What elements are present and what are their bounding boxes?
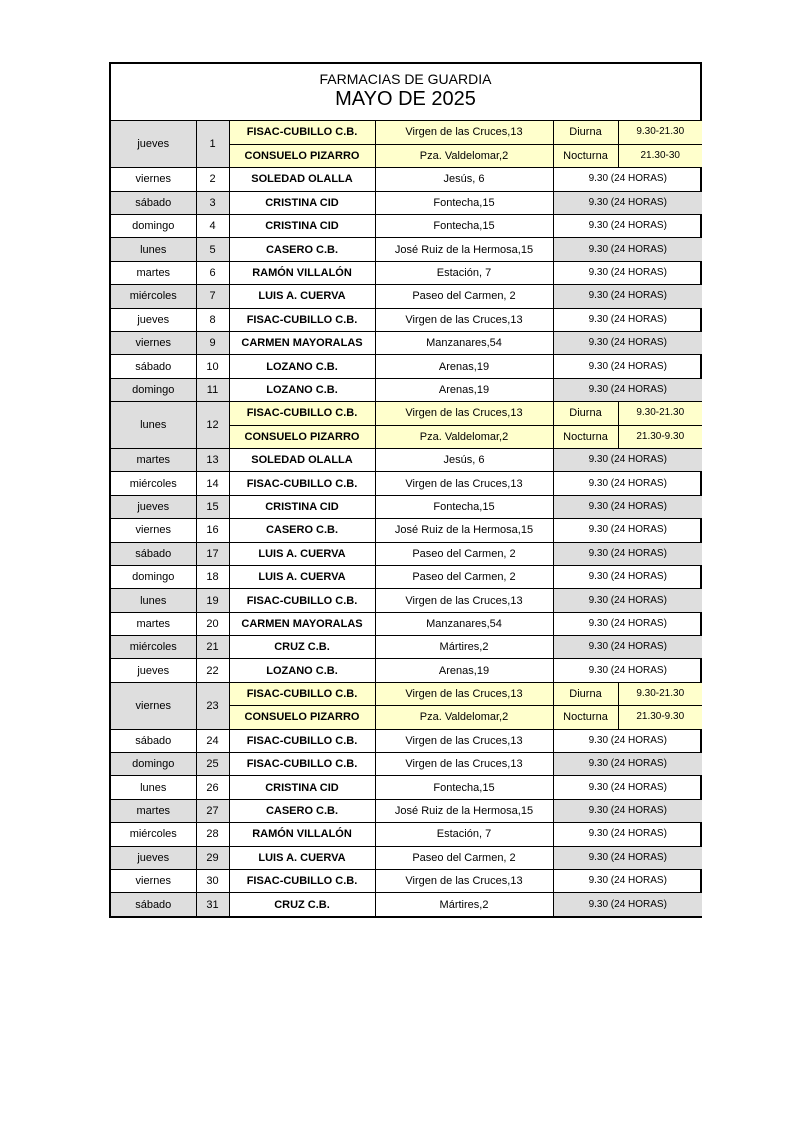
hours-cell: 9.30-21.30 bbox=[618, 121, 702, 144]
address-cell: Fontecha,15 bbox=[375, 495, 553, 518]
hours-cell: 9.30 (24 HORAS) bbox=[553, 542, 702, 565]
weekday-cell: viernes bbox=[111, 168, 196, 191]
day-number-cell: 23 bbox=[196, 682, 229, 729]
table-row bbox=[111, 682, 702, 705]
hours-cell: 9.30-21.30 bbox=[618, 682, 702, 705]
weekday-cell: domingo bbox=[111, 565, 196, 588]
table-row bbox=[111, 636, 702, 659]
weekday-cell: sábado bbox=[111, 542, 196, 565]
address-cell: Fontecha,15 bbox=[375, 215, 553, 238]
address-cell: Paseo del Carmen, 2 bbox=[375, 542, 553, 565]
hours-cell: 9.30 (24 HORAS) bbox=[553, 846, 702, 869]
pharmacy-name-cell: FISAC-CUBILLO C.B. bbox=[229, 753, 375, 776]
weekday-cell: domingo bbox=[111, 378, 196, 401]
address-cell: Arenas,19 bbox=[375, 378, 553, 401]
table-row bbox=[111, 753, 702, 776]
hours-cell: 9.30 (24 HORAS) bbox=[553, 448, 702, 471]
hours-cell: 9.30 (24 HORAS) bbox=[553, 519, 702, 542]
weekday-cell: martes bbox=[111, 612, 196, 635]
pharmacy-name-cell: CONSUELO PIZARRO bbox=[229, 144, 375, 167]
address-cell: Virgen de las Cruces,13 bbox=[375, 472, 553, 495]
pharmacy-name-cell: CONSUELO PIZARRO bbox=[229, 706, 375, 729]
table-row bbox=[111, 823, 702, 846]
table-row bbox=[111, 565, 702, 588]
pharmacy-name-cell: FISAC-CUBILLO C.B. bbox=[229, 472, 375, 495]
day-number-cell: 9 bbox=[196, 332, 229, 355]
address-cell: Jesús, 6 bbox=[375, 448, 553, 471]
weekday-cell: jueves bbox=[111, 121, 196, 168]
day-number-cell: 16 bbox=[196, 519, 229, 542]
weekday-cell: jueves bbox=[111, 846, 196, 869]
hours-cell: 21.30-9.30 bbox=[618, 706, 702, 729]
pharmacy-name-cell: SOLEDAD OLALLA bbox=[229, 168, 375, 191]
hours-cell: 9.30-21.30 bbox=[618, 402, 702, 425]
shift-cell: Nocturna bbox=[553, 425, 618, 448]
table-row bbox=[111, 729, 702, 752]
day-number-cell: 5 bbox=[196, 238, 229, 261]
pharmacy-name-cell: CRUZ C.B. bbox=[229, 893, 375, 916]
pharmacy-name-cell: FISAC-CUBILLO C.B. bbox=[229, 870, 375, 893]
table-row bbox=[111, 589, 702, 612]
address-cell: Virgen de las Cruces,13 bbox=[375, 682, 553, 705]
table-row bbox=[111, 472, 702, 495]
table-row bbox=[111, 893, 702, 916]
weekday-cell: miércoles bbox=[111, 823, 196, 846]
address-cell: Paseo del Carmen, 2 bbox=[375, 565, 553, 588]
pharmacy-name-cell: CASERO C.B. bbox=[229, 238, 375, 261]
schedule-title: FARMACIAS DE GUARDIA bbox=[319, 71, 492, 87]
weekday-cell: miércoles bbox=[111, 472, 196, 495]
table-row bbox=[111, 121, 702, 144]
pharmacy-name-cell: LOZANO C.B. bbox=[229, 355, 375, 378]
pharmacy-name-cell: FISAC-CUBILLO C.B. bbox=[229, 308, 375, 331]
shift-cell: Nocturna bbox=[553, 144, 618, 167]
day-number-cell: 30 bbox=[196, 870, 229, 893]
hours-cell: 9.30 (24 HORAS) bbox=[553, 355, 702, 378]
address-cell: Jesús, 6 bbox=[375, 168, 553, 191]
address-cell: Fontecha,15 bbox=[375, 776, 553, 799]
hours-cell: 9.30 (24 HORAS) bbox=[553, 776, 702, 799]
shift-cell: Diurna bbox=[553, 121, 618, 144]
address-cell: Arenas,19 bbox=[375, 355, 553, 378]
address-cell: Pza. Valdelomar,2 bbox=[375, 144, 553, 167]
pharmacy-name-cell: RAMÓN VILLALÓN bbox=[229, 261, 375, 284]
weekday-cell: jueves bbox=[111, 495, 196, 518]
hours-cell: 9.30 (24 HORAS) bbox=[553, 191, 702, 214]
pharmacy-name-cell: SOLEDAD OLALLA bbox=[229, 448, 375, 471]
table-row bbox=[111, 448, 702, 471]
day-number-cell: 4 bbox=[196, 215, 229, 238]
weekday-cell: viernes bbox=[111, 519, 196, 542]
hours-cell: 9.30 (24 HORAS) bbox=[553, 612, 702, 635]
weekday-cell: jueves bbox=[111, 659, 196, 682]
table-row bbox=[111, 332, 702, 355]
pharmacy-name-cell: FISAC-CUBILLO C.B. bbox=[229, 589, 375, 612]
table-row bbox=[111, 519, 702, 542]
address-cell: Pza. Valdelomar,2 bbox=[375, 706, 553, 729]
day-number-cell: 10 bbox=[196, 355, 229, 378]
pharmacy-name-cell: FISAC-CUBILLO C.B. bbox=[229, 729, 375, 752]
weekday-cell: martes bbox=[111, 799, 196, 822]
pharmacy-name-cell: CARMEN MAYORALAS bbox=[229, 612, 375, 635]
address-cell: José Ruiz de la Hermosa,15 bbox=[375, 519, 553, 542]
shift-cell: Diurna bbox=[553, 402, 618, 425]
hours-cell: 9.30 (24 HORAS) bbox=[553, 893, 702, 916]
address-cell: Virgen de las Cruces,13 bbox=[375, 589, 553, 612]
pharmacy-name-cell: LUIS A. CUERVA bbox=[229, 565, 375, 588]
pharmacy-name-cell: LOZANO C.B. bbox=[229, 659, 375, 682]
pharmacy-name-cell: CRISTINA CID bbox=[229, 776, 375, 799]
table-row bbox=[111, 261, 702, 284]
address-cell: Virgen de las Cruces,13 bbox=[375, 870, 553, 893]
guard-schedule-sheet bbox=[109, 62, 702, 918]
address-cell: Paseo del Carmen, 2 bbox=[375, 285, 553, 308]
pharmacy-name-cell: CRUZ C.B. bbox=[229, 636, 375, 659]
hours-cell: 9.30 (24 HORAS) bbox=[553, 168, 702, 191]
schedule-body bbox=[111, 121, 702, 916]
hours-cell: 9.30 (24 HORAS) bbox=[553, 659, 702, 682]
schedule-header bbox=[111, 64, 700, 121]
table-row bbox=[111, 215, 702, 238]
address-cell: Estación, 7 bbox=[375, 823, 553, 846]
address-cell: Paseo del Carmen, 2 bbox=[375, 846, 553, 869]
day-number-cell: 2 bbox=[196, 168, 229, 191]
pharmacy-name-cell: CONSUELO PIZARRO bbox=[229, 425, 375, 448]
pharmacy-name-cell: CASERO C.B. bbox=[229, 799, 375, 822]
weekday-cell: sábado bbox=[111, 729, 196, 752]
address-cell: Pza. Valdelomar,2 bbox=[375, 425, 553, 448]
weekday-cell: martes bbox=[111, 448, 196, 471]
pharmacy-name-cell: CARMEN MAYORALAS bbox=[229, 332, 375, 355]
day-number-cell: 26 bbox=[196, 776, 229, 799]
pharmacy-name-cell: FISAC-CUBILLO C.B. bbox=[229, 121, 375, 144]
day-number-cell: 14 bbox=[196, 472, 229, 495]
hours-cell: 9.30 (24 HORAS) bbox=[553, 823, 702, 846]
address-cell: Manzanares,54 bbox=[375, 332, 553, 355]
weekday-cell: viernes bbox=[111, 682, 196, 729]
hours-cell: 9.30 (24 HORAS) bbox=[553, 308, 702, 331]
table-row bbox=[111, 355, 702, 378]
day-number-cell: 24 bbox=[196, 729, 229, 752]
address-cell: Fontecha,15 bbox=[375, 191, 553, 214]
pharmacy-name-cell: CRISTINA CID bbox=[229, 191, 375, 214]
hours-cell: 9.30 (24 HORAS) bbox=[553, 332, 702, 355]
pharmacy-name-cell: LUIS A. CUERVA bbox=[229, 542, 375, 565]
day-number-cell: 17 bbox=[196, 542, 229, 565]
pharmacy-name-cell: LUIS A. CUERVA bbox=[229, 846, 375, 869]
day-number-cell: 13 bbox=[196, 448, 229, 471]
day-number-cell: 19 bbox=[196, 589, 229, 612]
table-row bbox=[111, 846, 702, 869]
pharmacy-name-cell: LUIS A. CUERVA bbox=[229, 285, 375, 308]
hours-cell: 9.30 (24 HORAS) bbox=[553, 285, 702, 308]
weekday-cell: lunes bbox=[111, 238, 196, 261]
day-number-cell: 25 bbox=[196, 753, 229, 776]
table-row bbox=[111, 378, 702, 401]
day-number-cell: 27 bbox=[196, 799, 229, 822]
hours-cell: 9.30 (24 HORAS) bbox=[553, 799, 702, 822]
hours-cell: 9.30 (24 HORAS) bbox=[553, 495, 702, 518]
day-number-cell: 6 bbox=[196, 261, 229, 284]
address-cell: Mártires,2 bbox=[375, 893, 553, 916]
day-number-cell: 3 bbox=[196, 191, 229, 214]
weekday-cell: martes bbox=[111, 261, 196, 284]
hours-cell: 9.30 (24 HORAS) bbox=[553, 378, 702, 401]
hours-cell: 9.30 (24 HORAS) bbox=[553, 636, 702, 659]
weekday-cell: jueves bbox=[111, 308, 196, 331]
weekday-cell: sábado bbox=[111, 191, 196, 214]
schedule-month: MAYO DE 2025 bbox=[335, 88, 476, 110]
address-cell: José Ruiz de la Hermosa,15 bbox=[375, 238, 553, 261]
table-row bbox=[111, 238, 702, 261]
hours-cell: 9.30 (24 HORAS) bbox=[553, 870, 702, 893]
table-row bbox=[111, 308, 702, 331]
hours-cell: 9.30 (24 HORAS) bbox=[553, 472, 702, 495]
table-row bbox=[111, 612, 702, 635]
table-row bbox=[111, 659, 702, 682]
pharmacy-name-cell: CASERO C.B. bbox=[229, 519, 375, 542]
hours-cell: 21.30-9.30 bbox=[618, 425, 702, 448]
weekday-cell: sábado bbox=[111, 355, 196, 378]
table-row bbox=[111, 870, 702, 893]
hours-cell: 9.30 (24 HORAS) bbox=[553, 565, 702, 588]
table-row bbox=[111, 168, 702, 191]
day-number-cell: 1 bbox=[196, 121, 229, 168]
weekday-cell: domingo bbox=[111, 215, 196, 238]
pharmacy-name-cell: LOZANO C.B. bbox=[229, 378, 375, 401]
day-number-cell: 20 bbox=[196, 612, 229, 635]
address-cell: Virgen de las Cruces,13 bbox=[375, 729, 553, 752]
shift-cell: Nocturna bbox=[553, 706, 618, 729]
address-cell: Virgen de las Cruces,13 bbox=[375, 753, 553, 776]
day-number-cell: 18 bbox=[196, 565, 229, 588]
address-cell: Virgen de las Cruces,13 bbox=[375, 402, 553, 425]
hours-cell: 9.30 (24 HORAS) bbox=[553, 261, 702, 284]
pharmacy-name-cell: FISAC-CUBILLO C.B. bbox=[229, 682, 375, 705]
day-number-cell: 31 bbox=[196, 893, 229, 916]
weekday-cell: miércoles bbox=[111, 285, 196, 308]
day-number-cell: 29 bbox=[196, 846, 229, 869]
table-row bbox=[111, 799, 702, 822]
hours-cell: 9.30 (24 HORAS) bbox=[553, 238, 702, 261]
table-row bbox=[111, 542, 702, 565]
weekday-cell: domingo bbox=[111, 753, 196, 776]
day-number-cell: 12 bbox=[196, 402, 229, 449]
table-row bbox=[111, 776, 702, 799]
weekday-cell: miércoles bbox=[111, 636, 196, 659]
pharmacy-name-cell: CRISTINA CID bbox=[229, 215, 375, 238]
shift-cell: Diurna bbox=[553, 682, 618, 705]
weekday-cell: sábado bbox=[111, 893, 196, 916]
day-number-cell: 11 bbox=[196, 378, 229, 401]
address-cell: Estación, 7 bbox=[375, 261, 553, 284]
address-cell: Arenas,19 bbox=[375, 659, 553, 682]
address-cell: Virgen de las Cruces,13 bbox=[375, 121, 553, 144]
table-row bbox=[111, 402, 702, 425]
address-cell: Manzanares,54 bbox=[375, 612, 553, 635]
table-row bbox=[111, 285, 702, 308]
schedule-table bbox=[111, 121, 702, 916]
address-cell: Virgen de las Cruces,13 bbox=[375, 308, 553, 331]
day-number-cell: 21 bbox=[196, 636, 229, 659]
table-row bbox=[111, 495, 702, 518]
day-number-cell: 22 bbox=[196, 659, 229, 682]
weekday-cell: viernes bbox=[111, 332, 196, 355]
day-number-cell: 15 bbox=[196, 495, 229, 518]
hours-cell: 9.30 (24 HORAS) bbox=[553, 753, 702, 776]
table-row bbox=[111, 191, 702, 214]
address-cell: Mártires,2 bbox=[375, 636, 553, 659]
hours-cell: 9.30 (24 HORAS) bbox=[553, 589, 702, 612]
pharmacy-name-cell: CRISTINA CID bbox=[229, 495, 375, 518]
pharmacy-name-cell: FISAC-CUBILLO C.B. bbox=[229, 402, 375, 425]
hours-cell: 9.30 (24 HORAS) bbox=[553, 215, 702, 238]
weekday-cell: lunes bbox=[111, 589, 196, 612]
hours-cell: 9.30 (24 HORAS) bbox=[553, 729, 702, 752]
day-number-cell: 8 bbox=[196, 308, 229, 331]
day-number-cell: 28 bbox=[196, 823, 229, 846]
pharmacy-name-cell: RAMÓN VILLALÓN bbox=[229, 823, 375, 846]
weekday-cell: lunes bbox=[111, 776, 196, 799]
address-cell: José Ruiz de la Hermosa,15 bbox=[375, 799, 553, 822]
weekday-cell: viernes bbox=[111, 870, 196, 893]
hours-cell: 21.30-30 bbox=[618, 144, 702, 167]
weekday-cell: lunes bbox=[111, 402, 196, 449]
day-number-cell: 7 bbox=[196, 285, 229, 308]
